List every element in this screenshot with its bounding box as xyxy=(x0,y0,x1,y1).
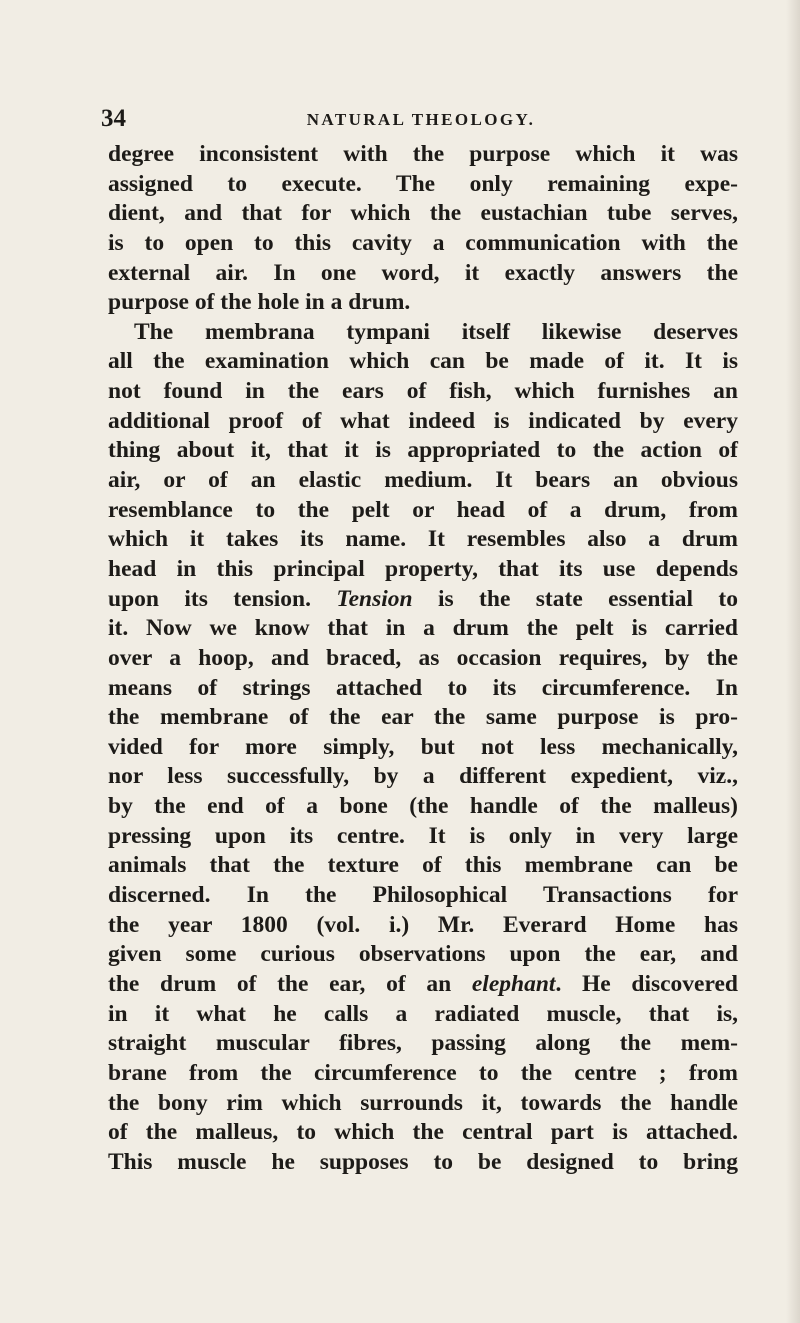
text-line: it. Now we know that in a drum the pelt is carried xyxy=(108,615,738,642)
italic-word: Tension xyxy=(336,585,413,612)
text-line: not found in the ears of fish, which furnishes an xyxy=(108,378,738,405)
text-line: in it what he calls a radiated muscle, that is, xyxy=(108,1000,738,1027)
text-line: nor less successfully, by a different expedient, viz., xyxy=(108,763,738,790)
text-line: air, or of an elastic medium. It bears an obvious xyxy=(108,467,738,494)
text-span: upon its tension. xyxy=(108,585,337,612)
text-line: over a hoop, and braced, as occasion requires, by the xyxy=(108,644,738,671)
text-line: brane from the circumference to the centre ; from xyxy=(108,1059,738,1086)
text-line: The membrana tympani itself likewise deserves xyxy=(134,318,738,345)
text-line: purpose of the hole in a drum. xyxy=(108,289,411,316)
italic-word: elephant xyxy=(471,970,556,997)
text-line: means of strings attached to its circumference. In xyxy=(108,674,738,701)
text-line: external air. In one word, it exactly answers the xyxy=(108,259,738,286)
text-line: dient, and that for which the eustachian tube serves, xyxy=(108,200,738,227)
text-line: by the end of a bone (the handle of the malleus) xyxy=(108,793,738,820)
text-line xyxy=(108,970,738,1000)
text-line: pressing upon its centre. It is only in very large xyxy=(108,822,738,849)
body-text xyxy=(108,140,738,1177)
page-header xyxy=(101,104,741,134)
text-line: animals that the texture of this membrane can be xyxy=(108,852,738,879)
text-line: all the examination which can be made of it. It is xyxy=(108,348,738,375)
text-line: which it takes its name. It resembles also a drum xyxy=(108,526,738,553)
text-line xyxy=(108,585,738,615)
text-line: thing about it, that it is appropriated to the action of xyxy=(108,437,738,464)
page-number: 34 xyxy=(101,105,126,132)
text-line: the membrane of the ear the same purpose is pro- xyxy=(108,704,738,731)
text-line: vided for more simply, but not less mechanically, xyxy=(108,733,738,760)
running-title: NATURAL THEOLOGY. xyxy=(306,110,536,129)
text-span: is the state essential to xyxy=(412,585,738,612)
text-line: This muscle he supposes to be designed to bring xyxy=(108,1148,738,1175)
text-line: is to open to this cavity a communication with the xyxy=(108,229,738,256)
text-span: . He discovered xyxy=(555,970,738,997)
text-line: discerned. In the Philosophical Transactions for xyxy=(108,882,738,909)
text-line: degree inconsistent with the purpose which it was xyxy=(108,141,738,167)
text-line: of the malleus, to which the central part is attached. xyxy=(108,1119,738,1146)
text-line: the bony rim which surrounds it, towards the handle xyxy=(108,1089,738,1116)
text-line: head in this principal property, that its use depends xyxy=(108,555,738,582)
text-line: resemblance to the pelt or head of a drum, from xyxy=(108,496,738,523)
text-line: straight muscular fibres, passing along the mem- xyxy=(108,1030,738,1057)
page-edge-shadow xyxy=(786,0,800,1323)
text-span: the drum of the ear, of an xyxy=(108,970,472,997)
text-line: the year 1800 (vol. i.) Mr. Everard Home has xyxy=(108,911,738,938)
text-line: given some curious observations upon the ear, and xyxy=(108,941,738,968)
text-line: assigned to execute. The only remaining expe- xyxy=(108,170,738,197)
text-line: additional proof of what indeed is indicated by every xyxy=(108,407,738,434)
